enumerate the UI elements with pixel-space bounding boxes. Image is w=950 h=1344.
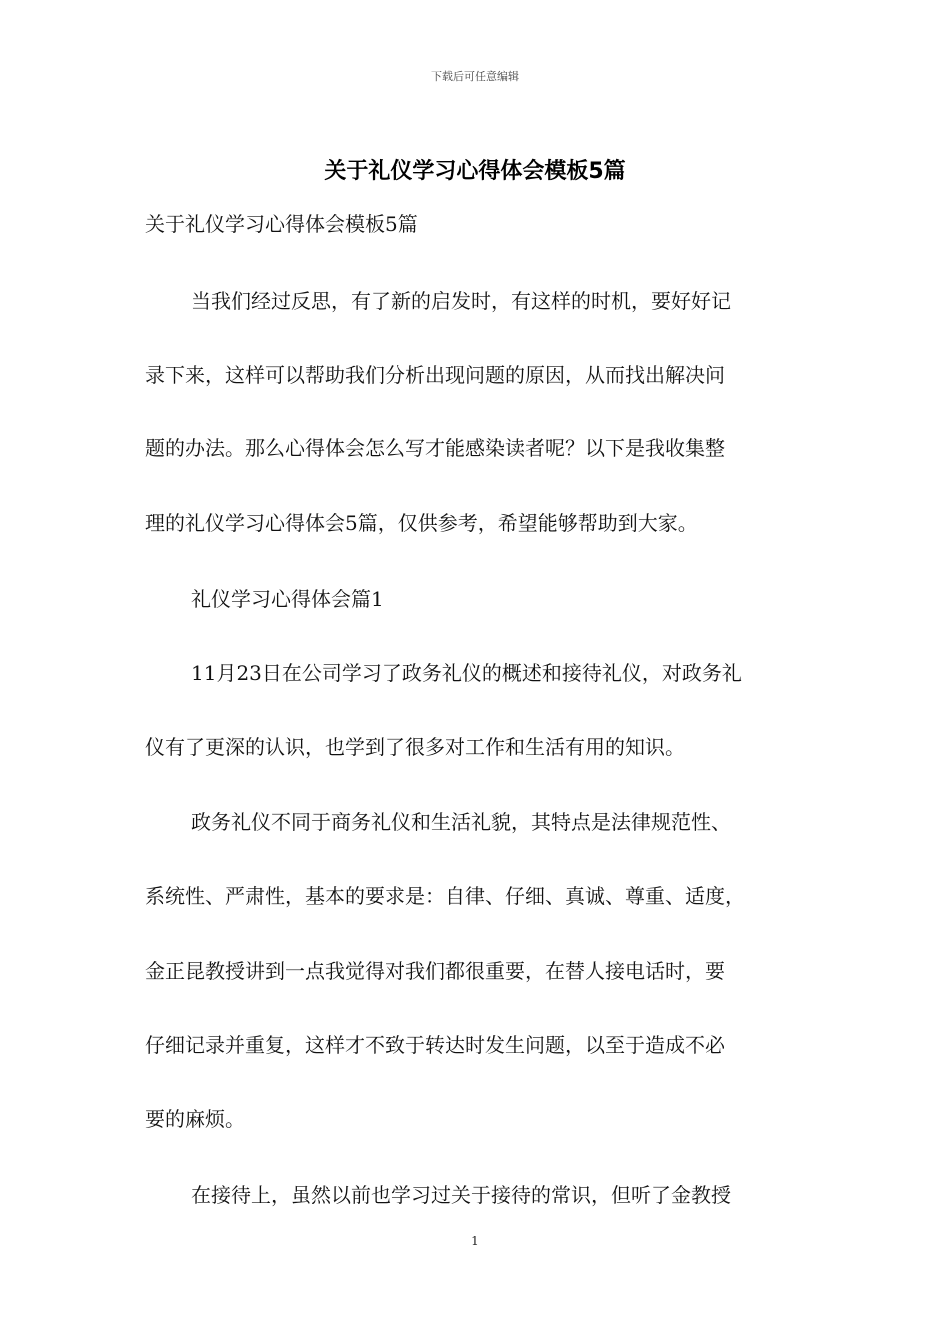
paragraph-line: 仔细记录并重复，这样才不致于转达时发生问题，以至于造成不必 (145, 1033, 725, 1057)
paragraph-line: 录下来，这样可以帮助我们分析出现问题的原因，从而找出解决问 (145, 363, 725, 387)
paragraph-line: 仪有了更深的认识，也学到了很多对工作和生活有用的知识。 (145, 735, 685, 759)
document-subtitle: 关于礼仪学习心得体会模板5篇 (145, 212, 418, 236)
header-note: 下载后可任意编辑 (431, 70, 519, 83)
document-title: 关于礼仪学习心得体会模板5篇 (324, 159, 626, 184)
paragraph-line: 在接待上，虽然以前也学习过关于接待的常识，但听了金教授 (191, 1183, 731, 1207)
paragraph-line: 系统性、严肃性，基本的要求是：自律、仔细、真诚、尊重、适度， (145, 884, 745, 908)
page-number: 1 (471, 1234, 479, 1248)
paragraph-line: 当我们经过反思，有了新的启发时，有这样的时机，要好好记 (191, 289, 731, 313)
paragraph-line: 理的礼仪学习心得体会5篇，仅供参考，希望能够帮助到大家。 (145, 511, 698, 535)
paragraph-line: 11月23日在公司学习了政务礼仪的概述和接待礼仪，对政务礼 (191, 661, 742, 685)
section-heading: 礼仪学习心得体会篇1 (191, 587, 384, 611)
paragraph-line: 要的麻烦。 (145, 1107, 245, 1131)
paragraph-line: 金正昆教授讲到一点我觉得对我们都很重要，在替人接电话时，要 (145, 959, 725, 983)
paragraph-line: 题的办法。那么心得体会怎么写才能感染读者呢？以下是我收集整 (145, 436, 725, 460)
paragraph-line: 政务礼仪不同于商务礼仪和生活礼貌，其特点是法律规范性、 (191, 810, 731, 834)
